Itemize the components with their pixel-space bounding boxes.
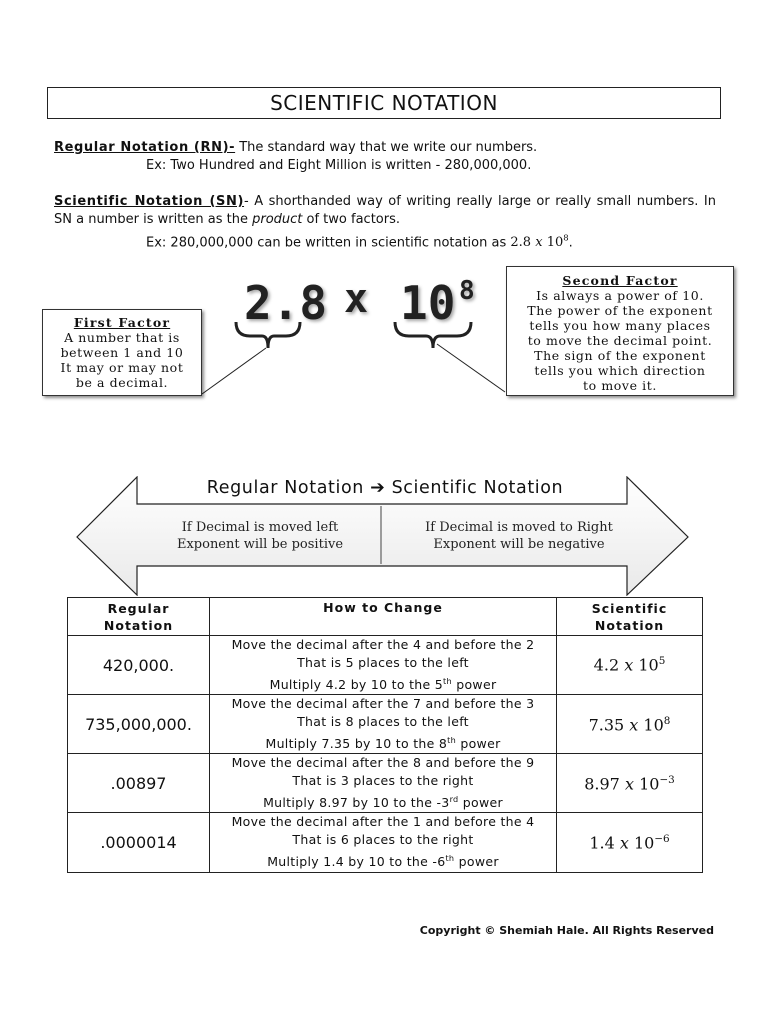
how-step: Move the decimal after the 1 and before the 4 <box>231 814 535 830</box>
big-exponent: 8 <box>459 276 475 306</box>
second-factor-pointer <box>437 344 505 392</box>
sn-times: x <box>624 655 634 675</box>
how-to-change-cell <box>210 695 557 754</box>
second-factor-line: to move the decimal point. <box>527 333 713 348</box>
conversion-table <box>67 597 703 873</box>
sn-coefficient: 8.97 <box>584 774 620 794</box>
second-factor-line: tells you how many places <box>529 318 711 333</box>
sn-exponent: 5 <box>658 655 666 668</box>
sn-times: x <box>619 833 629 853</box>
how-step: Move the decimal after the 8 and before the 9 <box>231 755 535 771</box>
sn-times: x <box>629 714 639 734</box>
ordinal-suffix: th <box>447 735 457 746</box>
scientific-notation-text-2: of two factors. <box>302 212 400 227</box>
sn-exponent: −6 <box>654 832 670 845</box>
table-row <box>68 695 703 754</box>
how-step <box>210 849 556 871</box>
page-title: SCIENTIFIC NOTATION <box>47 87 721 119</box>
how-step: Move the decimal after the 7 and before the 3 <box>231 696 535 712</box>
second-factor-heading: Second Factor <box>562 273 678 288</box>
how-step-text: Multiply 1.4 by 10 to the -6 <box>267 854 446 870</box>
big-coefficient: 2.8 <box>244 276 328 330</box>
second-factor-callout <box>506 266 734 396</box>
first-factor-callout <box>42 309 202 396</box>
how-step <box>210 672 556 694</box>
example-times: x <box>535 235 543 251</box>
how-step: That is 8 places to the left <box>297 714 469 730</box>
arrow-heading <box>140 478 630 498</box>
how-to-change-cell <box>210 754 557 813</box>
header-regular-notation: Regular Notation <box>68 598 210 636</box>
how-step: That is 6 places to the right <box>292 832 474 848</box>
example-exponent: 8 <box>563 233 569 243</box>
table-row <box>68 636 703 695</box>
sn-exponent: 8 <box>663 714 671 727</box>
scientific-notation-term: Scientific Notation (SN) <box>54 194 245 209</box>
example-end: . <box>568 235 573 251</box>
how-step: That is 5 places to the left <box>297 655 469 670</box>
left-rule-line: If Decimal is moved left <box>181 520 339 535</box>
right-arrow-icon: ➔ <box>370 478 386 498</box>
ordinal-suffix: th <box>443 676 452 686</box>
how-step-text: Multiply 8.97 by 10 to the -3 <box>263 795 450 811</box>
regular-notation-term: Regular Notation (RN)- <box>54 140 236 155</box>
scientific-value <box>557 813 703 872</box>
header-how-to-change: How to Change <box>210 598 557 636</box>
table-header-row <box>68 598 703 636</box>
how-to-change-cell <box>210 636 557 695</box>
scientific-value <box>557 754 703 813</box>
how-step <box>210 790 556 812</box>
regular-value: 420,000. <box>68 636 210 695</box>
header-scientific-notation: Scientific Notation <box>557 598 703 636</box>
first-factor-line: A number that is <box>64 330 180 345</box>
sn-base: 10 <box>633 833 655 853</box>
regular-value: .0000014 <box>68 813 210 872</box>
left-rule-line: Exponent will be positive <box>176 537 344 552</box>
example-base: 10 <box>546 235 564 251</box>
left-rule <box>140 519 380 553</box>
sn-exponent: −3 <box>659 773 675 786</box>
big-base: 10 <box>400 276 456 330</box>
copyright-notice: Copyright © Shemiah Hale. All Rights Reserved <box>419 924 714 937</box>
scientific-notation-text-1: - A shorthanded way of writing really large or really small numbers. In SN a number is written as the <box>54 194 716 227</box>
first-factor-line: It may or may not <box>60 360 184 375</box>
big-times: x <box>344 276 369 322</box>
how-to-change-cell <box>210 813 557 872</box>
regular-value: .00897 <box>68 754 210 813</box>
right-rule-line: Exponent will be negative <box>433 537 605 552</box>
second-factor-line: Is always a power of 10. <box>536 288 704 303</box>
right-rule <box>384 519 654 553</box>
how-step-text: Multiply 4.2 by 10 to the 5 <box>269 677 444 693</box>
sn-base: 10 <box>643 714 664 734</box>
first-factor-heading: First Factor <box>73 315 171 330</box>
sn-coefficient: 4.2 <box>593 655 620 675</box>
scientific-value <box>557 636 703 695</box>
example-coefficient: 2.8 <box>510 235 532 251</box>
ordinal-suffix: rd <box>449 794 459 805</box>
regular-notation-text: The standard way that we write our numbers. <box>235 140 538 155</box>
right-rule-line: If Decimal is moved to Right <box>425 520 613 535</box>
how-step-text: power <box>458 795 503 811</box>
second-factor-brace <box>395 322 471 348</box>
regular-notation-example: Ex: Two Hundred and Eight Million is written - 280,000,000. <box>146 158 532 173</box>
how-step-text: power <box>454 854 499 870</box>
first-factor-line: be a decimal. <box>75 375 169 390</box>
how-step <box>210 731 556 753</box>
sn-base: 10 <box>639 774 660 794</box>
sn-coefficient: 1.4 <box>589 833 615 853</box>
how-step: Move the decimal after the 4 and before the 2 <box>231 637 535 652</box>
table-row <box>68 813 703 872</box>
scientific-value <box>557 695 703 754</box>
how-step-text: Multiply 7.35 by 10 to the 8 <box>265 736 448 752</box>
first-factor-pointer <box>202 348 266 394</box>
ordinal-suffix: th <box>445 853 455 864</box>
sn-times: x <box>624 774 634 794</box>
product-word: product <box>252 212 303 227</box>
example-text: Ex: 280,000,000 can be written in scientific notation as <box>146 235 511 251</box>
table-row <box>68 754 703 813</box>
second-factor-line: The power of the exponent <box>527 303 713 318</box>
sn-base: 10 <box>638 655 659 675</box>
second-factor-line: tells you which direction <box>534 363 706 378</box>
arrow-heading-right: Scientific Notation <box>391 478 564 498</box>
arrow-heading-left: Regular Notation <box>206 478 364 498</box>
how-step-text: power <box>456 736 501 752</box>
second-factor-line: to move it. <box>583 378 657 393</box>
first-factor-line: between 1 and 10 <box>60 345 184 360</box>
sn-coefficient: 7.35 <box>588 714 625 734</box>
second-factor-line: The sign of the exponent <box>534 348 706 363</box>
how-step: That is 3 places to the right <box>292 773 474 789</box>
how-step-text: power <box>451 677 497 693</box>
regular-value: 735,000,000. <box>68 695 210 754</box>
first-factor-brace <box>236 322 300 348</box>
